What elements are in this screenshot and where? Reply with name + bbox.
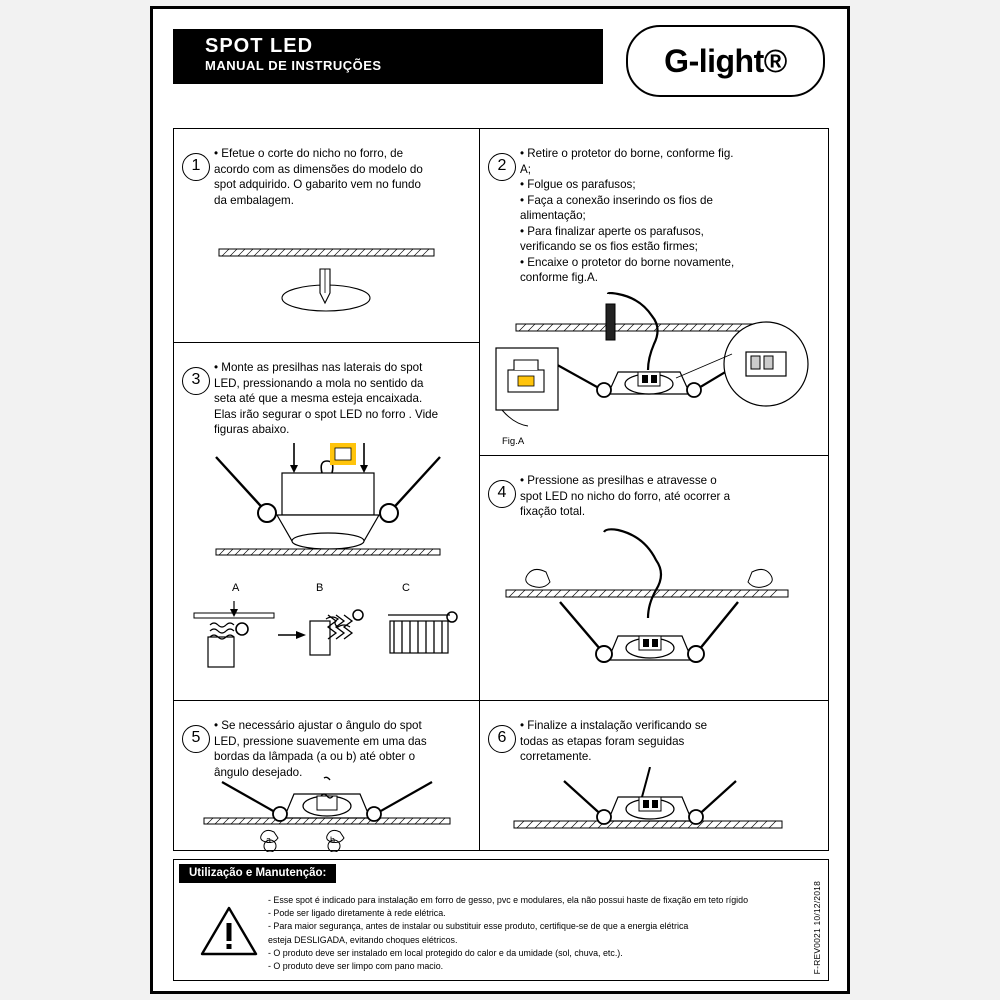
step-4-line-1: • Pressione as presilhas e atravesse o	[520, 474, 717, 487]
footer-note-6: - O produto deve ser limpo com pano macio.	[268, 961, 444, 972]
footer-panel	[173, 859, 829, 981]
step-2-line-5: alimentação;	[520, 209, 586, 222]
step-5-text	[214, 718, 471, 780]
step-5-illustration	[174, 776, 479, 852]
step-6-line-3: corretamente.	[520, 750, 592, 763]
step-1-line-4: da embalagem.	[214, 193, 294, 207]
footer-note-5: - O produto deve ser instalado em local protegido do calor e da umidade (sol, chuva, etc.).	[268, 947, 623, 958]
step-3-text	[214, 360, 471, 438]
step-2-line-1: • Retire o protetor do borne, conforme fig.	[520, 147, 734, 160]
step-1-line-2: acordo com as dimensões do modelo do	[214, 162, 423, 176]
step-3-sub-label-b: B	[316, 582, 324, 594]
step-2-text	[520, 146, 820, 286]
step-3-cell	[174, 343, 479, 701]
step-2-line-4: • Faça a conexão inserindo os fios de	[520, 193, 713, 207]
step-2-illustration	[480, 292, 828, 456]
step-2-line-2: A;	[520, 162, 531, 176]
step-5-cell	[174, 701, 479, 850]
step-2-fig-label: Fig.A	[502, 436, 525, 447]
step-3-line-1: • Monte as presilhas nas laterais do spot	[214, 361, 423, 374]
step-3-sub-label-c: C	[402, 582, 410, 594]
step-1-cell	[174, 129, 479, 343]
step-2-line-7: verificando se os fios estão firmes;	[520, 240, 698, 253]
step-4-illustration	[480, 528, 828, 700]
manual-subtitle: MANUAL DE INSTRUÇÕES	[205, 58, 382, 73]
warning-triangle-icon	[200, 905, 258, 957]
step-6-illustration	[480, 767, 828, 851]
step-4-cell	[480, 456, 828, 701]
footer-note-1: - Esse spot é indicado para instalação em forro de gesso, pvc e modulares, ela não possui haste de fixação em teto rígido	[268, 895, 749, 905]
step-6-line-2: todas as etapas foram seguidas	[520, 734, 685, 748]
step-5-number: 5	[182, 725, 210, 753]
step-2-number: 2	[488, 153, 516, 181]
step-1-line-3: spot adquirido. O gabarito vem no fundo	[214, 178, 421, 191]
step-6-text	[520, 718, 820, 765]
step-3-line-2: LED, pressionando a mola no sentido da	[214, 376, 424, 390]
steps-grid	[173, 128, 829, 851]
step-1-line-1: • Efetue o corte do nicho no forro, de	[214, 147, 404, 160]
document-version-code: F-REV0021 10/12/2018	[812, 880, 822, 974]
brand-registered-mark: ®	[763, 42, 787, 79]
step-5-line-2: LED, pressione suavemente em uma das	[214, 734, 427, 748]
step-5-sub-label-a: a	[266, 835, 272, 845]
footer-title: Utilização e Manutenção:	[179, 864, 336, 883]
step-1-number: 1	[182, 153, 210, 181]
step-5-line-4: ângulo desejado.	[214, 765, 303, 779]
step-3-line-4: Elas irão segurar o spot LED no forro . Vide	[214, 407, 439, 421]
step-5-sub-label-b: b	[330, 835, 336, 845]
step-2-line-6: • Para finalizar aperte os parafusos,	[520, 224, 704, 238]
footer-note-2: - Pode ser ligado diretamente à rede elétrica.	[268, 908, 446, 919]
step-1-text	[214, 146, 471, 208]
step-4-text	[520, 473, 820, 520]
step-6-line-1: • Finalize a instalação verificando se	[520, 719, 708, 732]
step-3-number: 3	[182, 367, 210, 395]
step-3-line-5: figuras abaixo.	[214, 423, 290, 436]
footer-notes	[268, 894, 788, 973]
step-1-illustration	[174, 223, 479, 333]
step-2-cell	[480, 129, 828, 456]
step-4-line-2: spot LED no nicho do forro, até ocorrer a	[520, 489, 731, 503]
step-6-number: 6	[488, 725, 516, 753]
step-5-line-3: bordas da lâmpada (a ou b) até obter o	[214, 750, 416, 763]
step-2-line-8: • Encaixe o protetor do borne novamente,	[520, 255, 735, 269]
step-4-line-3: fixação total.	[520, 505, 586, 518]
page-header	[153, 9, 847, 119]
step-2-line-3: • Folgue os parafusos;	[520, 178, 636, 191]
title-block	[173, 29, 603, 84]
manual-page	[150, 6, 850, 994]
step-3-line-3: seta até que a mesma esteja encaixada.	[214, 392, 423, 405]
steps-left-column	[174, 129, 480, 850]
step-6-cell	[480, 701, 828, 850]
step-2-line-9: conforme fig.A.	[520, 271, 598, 284]
brand-logo	[626, 25, 825, 97]
step-3-illustration-main	[174, 435, 479, 575]
footer-note-4: esteja DESLIGADA, evitando choques elétricos.	[268, 934, 458, 945]
footer-note-3: - Para maior segurança, antes de instalar ou substituir esse produto, certifique-se de que a energia elétrica	[268, 921, 689, 932]
brand-name: G-light	[664, 42, 764, 79]
steps-right-column	[480, 129, 828, 850]
step-3-illustration-abc	[174, 601, 479, 687]
step-4-number: 4	[488, 480, 516, 508]
product-title: SPOT LED	[205, 35, 314, 57]
step-5-line-1: • Se necessário ajustar o ângulo do spot	[214, 719, 422, 732]
step-3-sub-label-a: A	[232, 582, 240, 594]
